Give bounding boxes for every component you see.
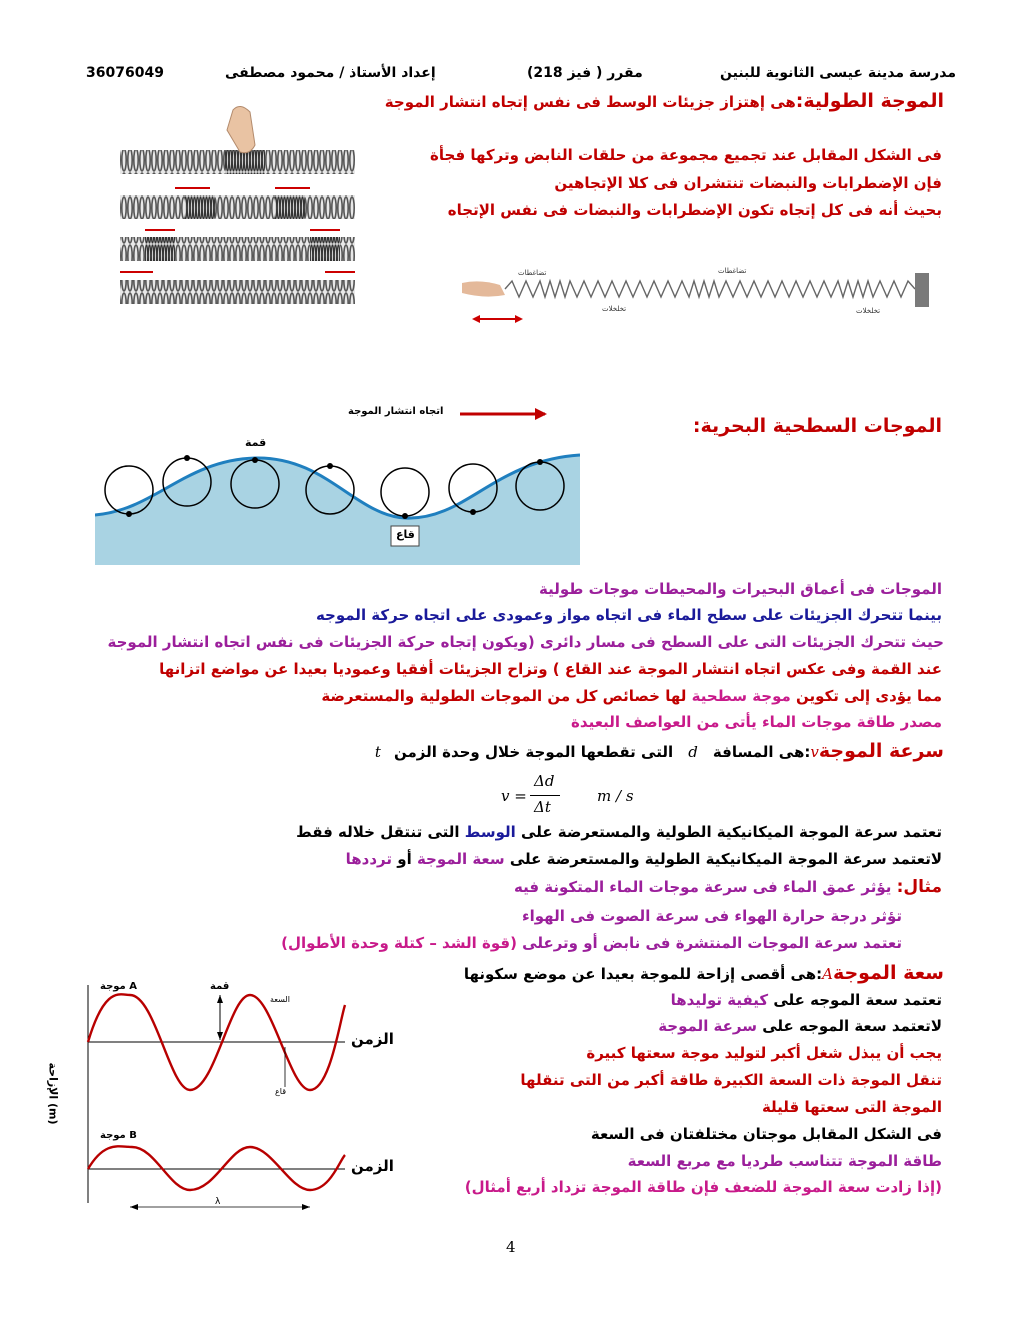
longitudinal-p1: فى الشكل المقابل عند تجميع مجموعة من حلقات النابض وتركها فجأة (430, 146, 942, 164)
graph-label-wave-b: موجة B (100, 1130, 137, 1141)
speed-t: t (374, 743, 381, 761)
speed-dep-1c: التى تنتقل خلاله فقط (296, 823, 465, 841)
eq-numerator: Δd (534, 772, 555, 790)
line-5b: موجة سطحية (691, 687, 791, 705)
amplitude-heading (464, 962, 944, 984)
graph-label-crest: قمة (210, 981, 230, 992)
speed-equation (497, 772, 637, 820)
speed-example-2: تؤثر درجة حرارة الهواء فى سرعة الصوت فى الهواء (521, 907, 902, 925)
spring-compression-figure (115, 100, 360, 310)
label-crest: قمة (245, 436, 267, 449)
speed-d: d (688, 743, 698, 761)
line-5c: لها خصائص كل من الموجات الطولية والمستعرضة (321, 687, 692, 705)
graph-label-trough: قاع (275, 1087, 287, 1096)
longitudinal-heading (385, 90, 944, 112)
amplitude-7: طاقة الموجة تتناسب طرديا مع مربع السعة (627, 1152, 942, 1170)
speed-heading (375, 740, 944, 762)
longitudinal-def: هى إهتزاز جزيئات الوسط فى نفس إتجاه انتشار الموجة (384, 93, 796, 111)
line-6: مصدر طاقة موجات الماء يأتى من العواصف البعيدة (571, 713, 942, 731)
amplitude-5: الموجة التى سعتها قليلة (761, 1098, 942, 1116)
speed-example-1 (514, 877, 942, 897)
speed-example-3b: (قوة الشد – كتلة وحدة الأطوال) (281, 934, 517, 952)
label-wave-direction: اتجاه انتشار الموجة (348, 406, 444, 417)
amplitude-8: (إذا زادت سعة الموجة للضعف فإن طاقة الموجة تزداد أربع أمثال) (464, 1178, 942, 1196)
line-1: الموجات فى أعماق البحيرات والمحيطات موجات طولية (539, 580, 942, 598)
amplitude-1 (671, 991, 942, 1009)
graph-label-wave-a: موجة A (100, 981, 137, 992)
graph-label-amp: السعة (270, 995, 290, 1004)
speed-dep-2d: ترددها (345, 850, 393, 868)
amplitude-3: يجب أن يبذل شغل أكبر لتوليد موجة سعتها كبيرة (586, 1044, 942, 1062)
graph-label-displacement: الإزاحة (m) (46, 1062, 60, 1125)
hand-icon (462, 281, 505, 296)
header-teacher: إعداد الأستاذ / محمود مصطفى (225, 65, 436, 81)
eq-unit: m / s (597, 787, 634, 805)
speed-dep-1 (296, 823, 942, 841)
header-school: مدرسة مدينة عيسى الثانوية للبنين (720, 65, 956, 81)
page-number: 4 (506, 1238, 516, 1256)
spring-row-4 (120, 280, 355, 304)
hand-icon (227, 106, 255, 152)
surface-wave-figure (95, 400, 580, 565)
speed-dep-2b: سعة الموجة (416, 850, 505, 868)
graph-label-time-a: الزمن (351, 1030, 394, 1048)
longitudinal-p3: بحيث أنه فى كل إتجاه تكون الإضطرابات والنبضات فى نفس الإتجاه (447, 201, 942, 219)
graph-label-time-b: الزمن (351, 1157, 394, 1175)
graph-label-lambda: λ (215, 1197, 221, 1207)
surface-title: الموجات السطحية البحرية: (692, 415, 942, 437)
header-course: مقرر ( فيز 218) (527, 65, 643, 81)
longitudinal-p2: فإن الإضطرابات والنبضات تنتشران فى كلا الإتجاهين (554, 174, 942, 192)
amplitude-def: :هى أقصى إزاحة للموجة بعيدا عن موضع سكونها (463, 965, 823, 983)
amplitude-4: تنقل الموجة ذات السعة الكبيرة طاقة أكبر من التى تنقلها (520, 1071, 942, 1089)
amplitude-2a: لاتعتمد سعة الموجه على (756, 1017, 942, 1035)
speed-dep-2 (346, 850, 942, 868)
amplitude-symbol: A (822, 965, 833, 983)
eq-lhs: v = (501, 787, 527, 805)
label-trough: قاع (396, 528, 415, 541)
line-3: حيث تتحرك الجزيئات التى على السطح فى مسار دائرى (ويكون إتجاه حركة الجزيئات فى نفس اتجاه انتشار الموجة (107, 633, 944, 651)
speed-example-title: مثال: (896, 877, 942, 897)
eq-denominator: Δt (534, 798, 551, 816)
amplitude-2 (658, 1017, 942, 1035)
longitudinal-title: الموجة الطولية: (795, 90, 944, 112)
speed-dep-2c: أو (392, 850, 417, 868)
speed-symbol: v (810, 743, 819, 761)
speed-example-3a: تعتمد سرعة الموجات المنتشرة فى نابض أو وترعلى (516, 934, 902, 952)
amplitude-6: فى الشكل المقابل موجتان مختلفتان فى السعة (590, 1125, 942, 1143)
amplitude-title: سعة الموجة (832, 962, 944, 984)
line-4: عند القمة وفى عكس اتجاه انتشار الموجة عند القاع ) وتزاح الجزيئات أفقيا وعموديا بعيدا عن مواضع اتزانها (159, 660, 942, 678)
line-5 (321, 687, 942, 705)
amplitude-1b: كيفية توليدها (670, 991, 769, 1009)
label-compression-1: تضاغطات (518, 269, 547, 277)
amplitude-2b: سرعة الموجة (658, 1017, 757, 1035)
amplitude-1a: تعتمد سعة الموجه على (768, 991, 942, 1009)
speed-dep-1a: تعتمد سرعة الموجة الميكانيكية الطولية والمستعرضة على (515, 823, 942, 841)
spring-row-2 (120, 195, 355, 219)
line-5a: مما يؤدى إلى تكوين (790, 687, 942, 705)
speed-def-2: التى تقطعها الموجة خلال وحدة الزمن (393, 743, 674, 761)
speed-def-1: :هى المسافة (712, 743, 811, 761)
speed-example-3 (281, 934, 902, 952)
speed-example-1-text: يؤثر عمق الماء فى سرعة موجات الماء المتكونة فيه (514, 878, 897, 896)
speed-dep-2a: لاتعتمد سرعة الموجة الميكانيكية الطولية والمستعرضة على (504, 850, 942, 868)
long-spring-figure (460, 265, 935, 325)
amplitude-graph (46, 975, 400, 1215)
speed-dep-1b: الوسط (464, 823, 516, 841)
speed-title: سرعة الموجة (818, 740, 944, 762)
line-2: بينما تتحرك الجزيئات على سطح الماء فى اتجاه مواز وعمودى على اتجاه حركة الموجه (315, 606, 942, 624)
label-rarefaction-1: تخلخلات (602, 305, 627, 313)
label-rarefaction-2: تخلخلات (856, 307, 881, 315)
header-phone: 36076049 (86, 65, 164, 81)
label-compression-2: تضاغطات (718, 267, 747, 275)
